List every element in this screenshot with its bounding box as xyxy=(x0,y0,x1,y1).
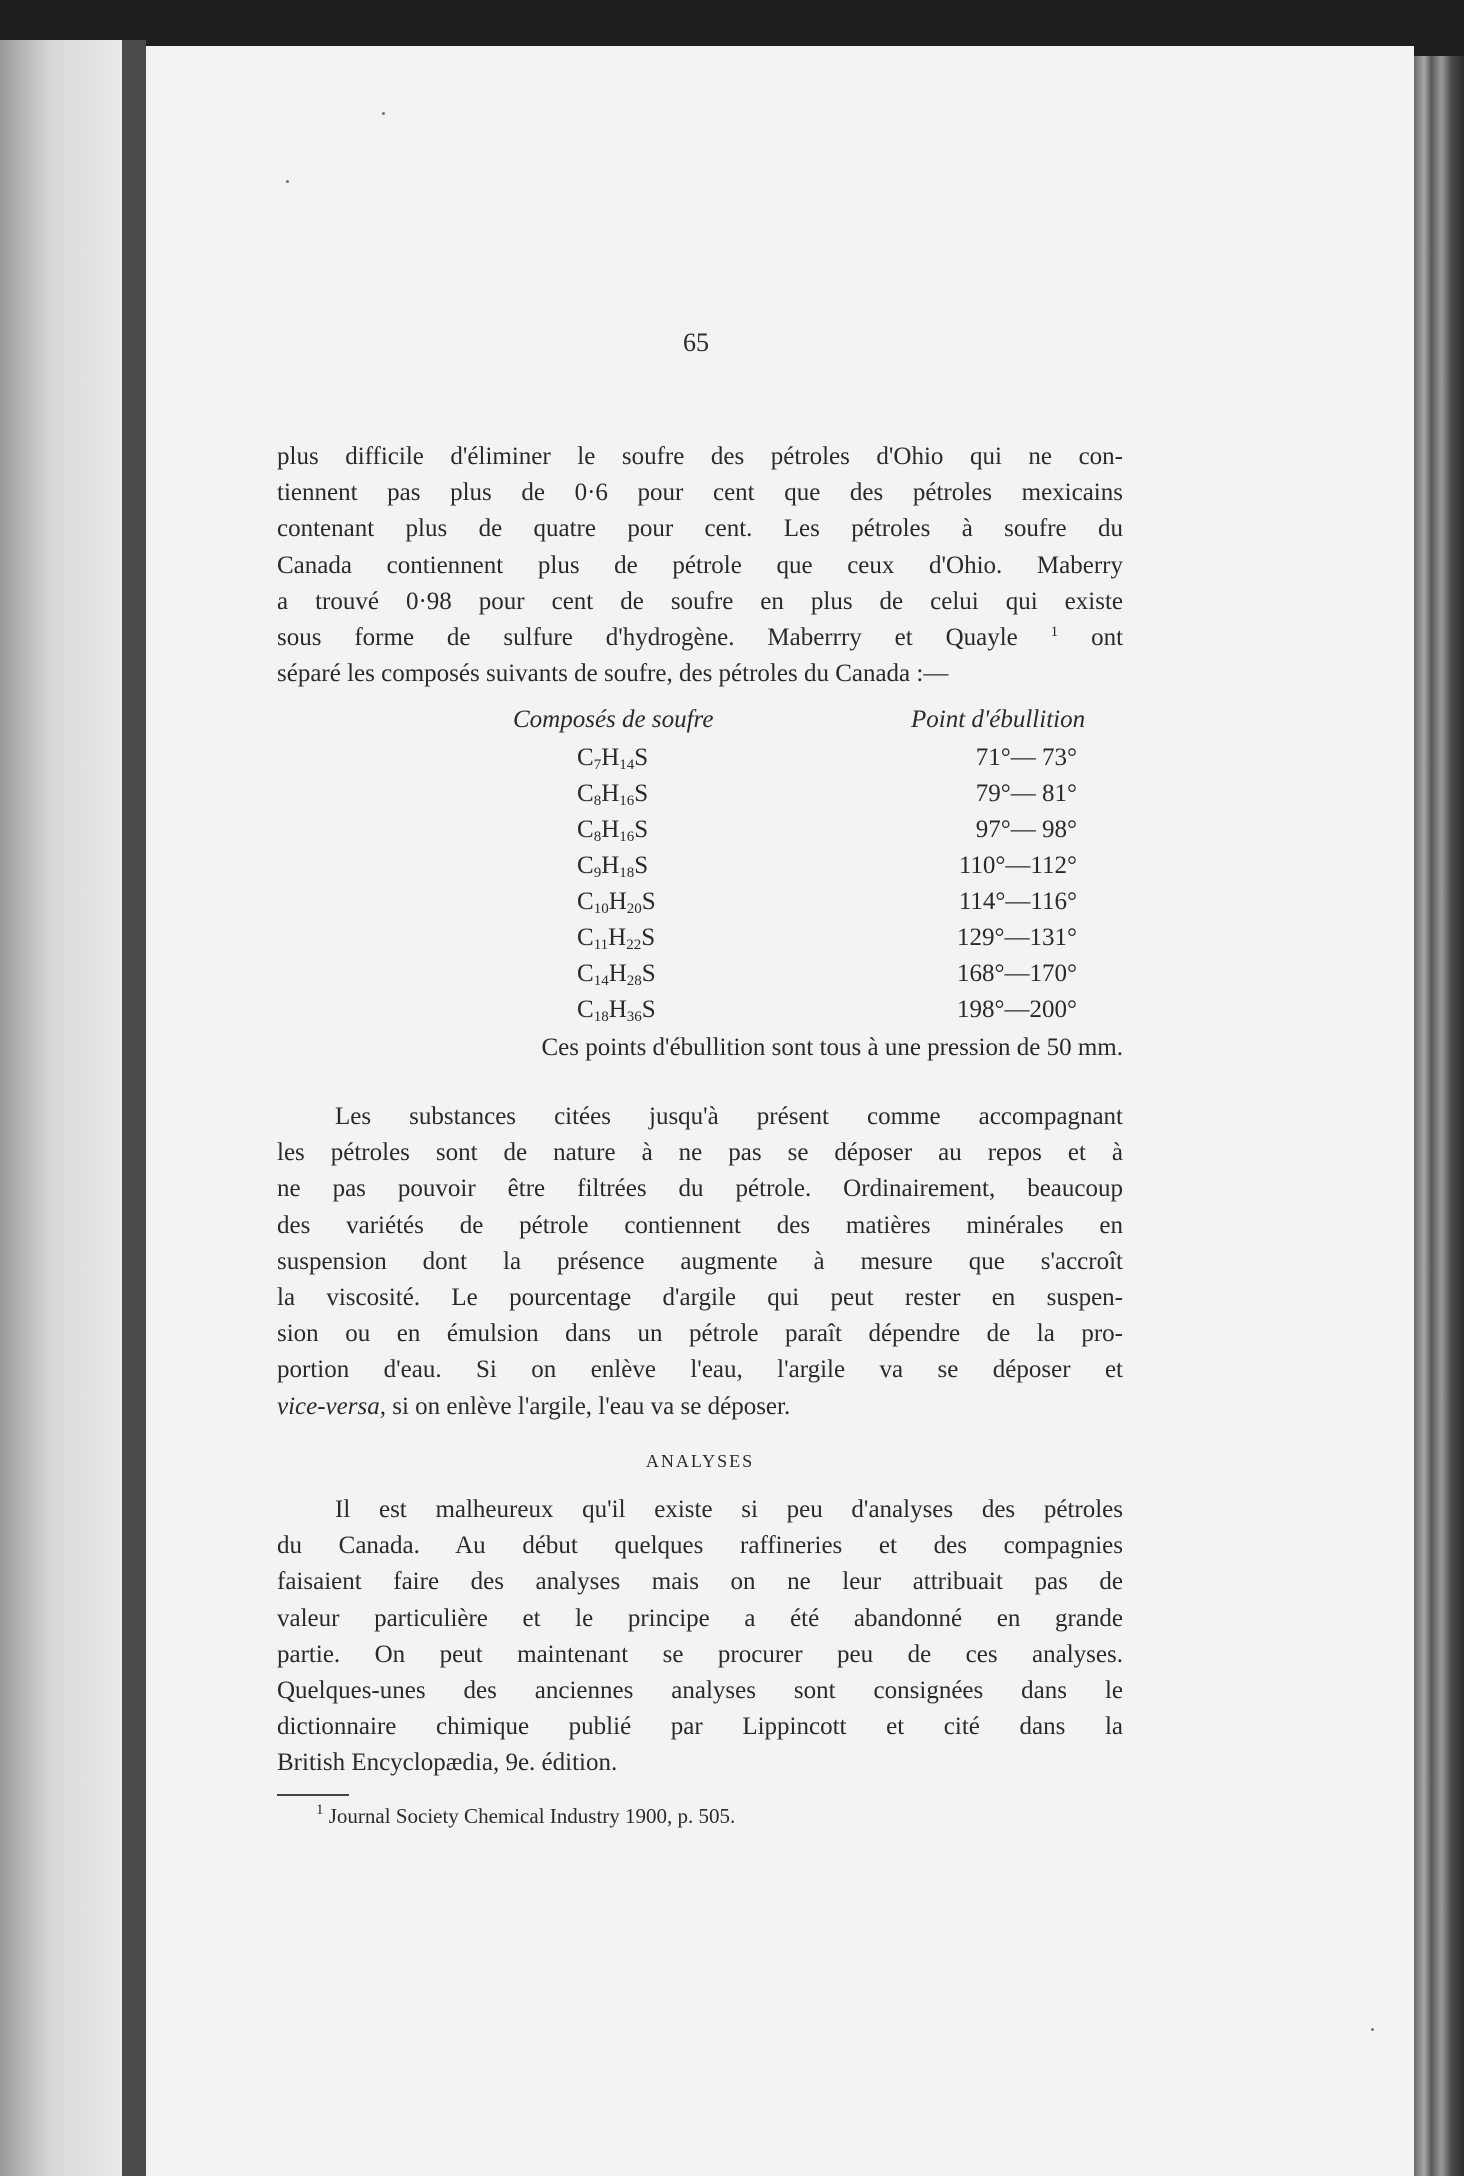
table-row xyxy=(277,960,1123,996)
text-line: Les substances citées jusqu'à présent comme accompagnant xyxy=(335,1103,1123,1130)
atom-count: 14 xyxy=(619,757,635,773)
table-row xyxy=(277,852,1123,888)
element-symbol: S xyxy=(634,780,649,807)
compound-formula xyxy=(577,924,655,952)
compound-formula xyxy=(577,960,656,988)
text-line: valeur particulière et le principe a été abandonné en grande xyxy=(277,1604,1123,1632)
atom-count: 18 xyxy=(619,865,635,881)
element-symbol: S xyxy=(641,888,656,915)
text-line: tiennent pas plus de 0·6 pour cent que des pétroles mexicains xyxy=(277,479,1123,507)
text-line: British Encyclopædia, 9e. édition. xyxy=(277,1749,618,1777)
text-line: portion d'eau. Si on enlève l'eau, l'argile va se déposer et xyxy=(277,1356,1123,1384)
text-line: dictionnaire chimique publié par Lippincott et cité dans la xyxy=(277,1713,1123,1741)
text-line: séparé les composés suivants de soufre, des pétroles du Canada :— xyxy=(277,660,949,688)
atom-count: 14 xyxy=(593,973,609,989)
text-line: Canada contiennent plus de pétrole que ceux d'Ohio. Maberry xyxy=(277,551,1123,579)
text-line: Il est malheureux qu'il existe si peu d'analyses des pétroles xyxy=(335,1496,1123,1523)
element-symbol: S xyxy=(641,924,656,951)
table-header xyxy=(277,706,1123,742)
element-symbol: C xyxy=(577,852,594,879)
book-page xyxy=(146,46,1414,2176)
compound-formula xyxy=(577,852,648,880)
text-line: la viscosité. Le pourcentage d'argile qui peut rester en suspen- xyxy=(277,1284,1123,1312)
element-symbol: H xyxy=(608,996,627,1023)
boiling-point: 114°—116° xyxy=(958,888,1077,915)
text-line xyxy=(277,620,1123,656)
text-line: les pétroles sont de nature à ne pas se déposer au repos et à xyxy=(277,1139,1123,1167)
atom-count: 20 xyxy=(626,901,642,917)
element-symbol: S xyxy=(634,852,649,879)
atom-count: 36 xyxy=(626,1009,642,1025)
text-line: du Canada. Au début quelques raffineries et des compagnies xyxy=(277,1532,1123,1560)
paper-speck xyxy=(1371,2028,1374,2031)
text-line: partie. On peut maintenant se procurer peu de ces analyses. xyxy=(277,1640,1123,1668)
book-gutter xyxy=(122,40,146,2176)
footnote-divider xyxy=(277,1794,349,1796)
table-row xyxy=(277,816,1123,852)
element-symbol: H xyxy=(601,780,620,807)
element-symbol: C xyxy=(577,924,594,951)
footnote xyxy=(316,1804,735,1829)
element-symbol: C xyxy=(577,960,594,987)
compound-formula xyxy=(577,780,648,808)
boiling-point: 129°—131° xyxy=(957,924,1077,951)
boiling-point: 79°— 81° xyxy=(975,780,1077,807)
table-row xyxy=(277,780,1123,816)
column-header-compounds: Composés de soufre xyxy=(513,706,714,733)
section-heading: ANALYSES xyxy=(645,1451,755,1471)
element-symbol: S xyxy=(641,960,656,987)
text-segment: sous forme de sulfure d'hydrogène. Maberrry et Quayle xyxy=(277,624,1018,652)
footnote-text: Journal Society Chemical Industry 1900, p. 505. xyxy=(323,1804,736,1828)
atom-count: 9 xyxy=(593,865,602,881)
paper-speck xyxy=(382,112,385,115)
boiling-point: 198°—200° xyxy=(957,996,1077,1023)
paragraph-analyses xyxy=(277,1492,1123,1782)
text-line: des variétés de pétrole contiennent des matières minérales en xyxy=(277,1211,1123,1239)
atom-count: 7 xyxy=(593,757,602,773)
footnote-marker: 1 xyxy=(1050,624,1059,641)
atom-count: 8 xyxy=(593,829,602,845)
text-line: plus difficile d'éliminer le soufre des pétroles d'Ohio qui ne con- xyxy=(277,443,1123,470)
atom-count: 16 xyxy=(619,793,635,809)
element-symbol: S xyxy=(634,744,649,771)
page-number: 65 xyxy=(683,328,709,357)
compound-formula xyxy=(577,816,648,844)
footnote-number: 1 xyxy=(316,1802,324,1818)
text-line: suspension dont la présence augmente à mesure que s'accroît xyxy=(277,1247,1123,1275)
boiling-point: 97°— 98° xyxy=(975,816,1077,843)
atom-count: 11 xyxy=(593,937,609,953)
paragraph-substances xyxy=(277,1099,1123,1425)
element-symbol: H xyxy=(608,924,627,951)
element-symbol: H xyxy=(601,816,620,843)
text-line: sion ou en émulsion dans un pétrole paraît dépendre de la pro- xyxy=(277,1320,1123,1348)
compound-formula xyxy=(577,996,656,1024)
text-line: contenant plus de quatre pour cent. Les pétroles à soufre du xyxy=(277,515,1123,543)
element-symbol: S xyxy=(634,816,649,843)
boiling-point: 168°—170° xyxy=(957,960,1077,987)
boiling-point: 110°—112° xyxy=(958,852,1077,879)
page-stack-edge xyxy=(1414,56,1464,2176)
table-row xyxy=(277,996,1123,1032)
text-line: ne pas pouvoir être filtrées du pétrole. Ordinairement, beaucoup xyxy=(277,1175,1123,1203)
table-row xyxy=(277,888,1123,924)
element-symbol: C xyxy=(577,816,594,843)
element-symbol: H xyxy=(608,888,627,915)
atom-count: 18 xyxy=(593,1009,609,1025)
italic-term: vice-versa, xyxy=(277,1392,386,1420)
sulfur-compounds-table xyxy=(277,744,1123,1032)
text-line: faisaient faire des analyses mais on ne leur attribuait pas de xyxy=(277,1568,1123,1596)
atom-count: 28 xyxy=(626,973,642,989)
boiling-point: 71°— 73° xyxy=(975,744,1077,771)
atom-count: 22 xyxy=(626,937,642,953)
paragraph-sulfur xyxy=(277,439,1123,692)
compound-formula xyxy=(577,888,656,916)
atom-count: 8 xyxy=(593,793,602,809)
element-symbol: C xyxy=(577,780,594,807)
facing-page-edge xyxy=(0,40,128,2176)
table-row xyxy=(277,744,1123,780)
paper-speck xyxy=(286,180,289,183)
text-line xyxy=(277,1389,1123,1425)
element-symbol: H xyxy=(601,852,620,879)
element-symbol: C xyxy=(577,996,594,1023)
atom-count: 16 xyxy=(619,829,635,845)
table-row xyxy=(277,924,1123,960)
element-symbol: H xyxy=(608,960,627,987)
atom-count: 10 xyxy=(593,901,609,917)
text-line: Quelques-unes des anciennes analyses sont consignées dans le xyxy=(277,1677,1123,1705)
element-symbol: C xyxy=(577,744,594,771)
element-symbol: H xyxy=(601,744,620,771)
element-symbol: C xyxy=(577,888,594,915)
text-segment: si on enlève l'argile, l'eau va se déposer. xyxy=(385,1392,791,1420)
text-segment: ont xyxy=(1091,624,1124,652)
table-note: Ces points d'ébullition sont tous à une pression de 50 mm. xyxy=(541,1034,1123,1061)
text-line: a trouvé 0·98 pour cent de soufre en plus de celui qui existe xyxy=(277,587,1123,615)
column-header-boiling-point: Point d'ébullition xyxy=(911,706,1086,733)
compound-formula xyxy=(577,744,648,772)
element-symbol: S xyxy=(641,996,656,1023)
